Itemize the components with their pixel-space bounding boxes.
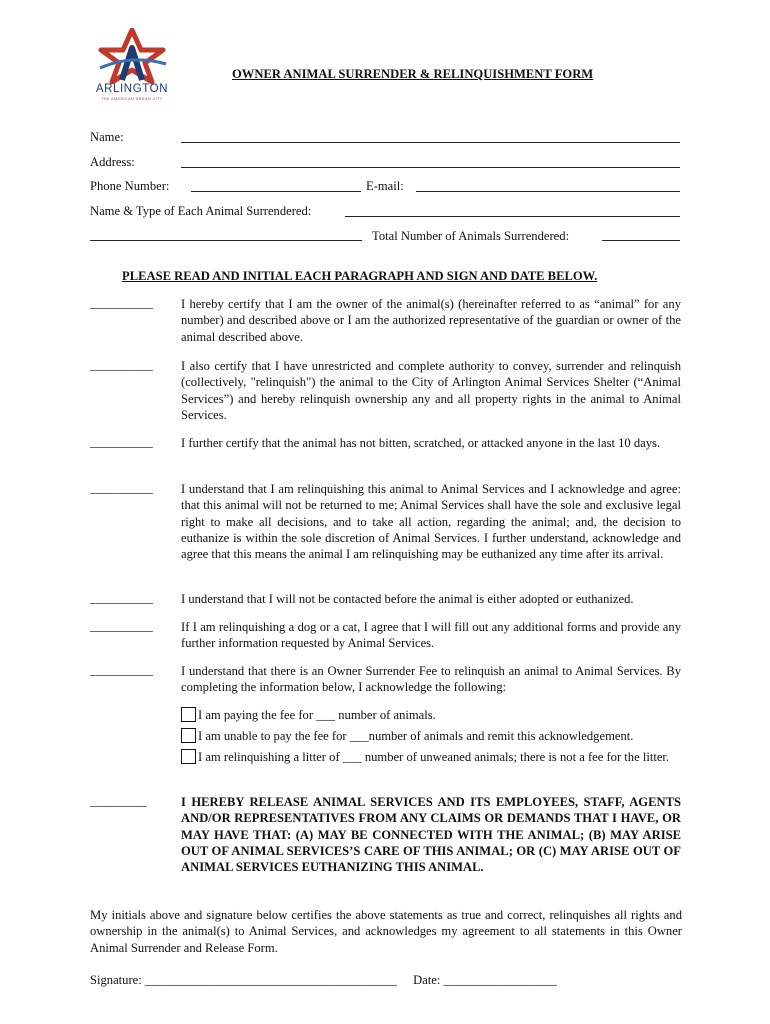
option-label: I am unable to pay the fee for ___number of animals and remit this acknowledgement. xyxy=(198,729,634,743)
initial-blank-7[interactable]: __________ xyxy=(90,663,153,677)
litter-checkbox[interactable] xyxy=(181,749,196,764)
option-label: I am paying the fee for ___ number of animals. xyxy=(198,708,436,722)
email-field[interactable] xyxy=(416,191,680,192)
unable-to-pay-checkbox[interactable] xyxy=(181,728,196,743)
email-label: E-mail: xyxy=(366,179,404,193)
option-unable-to-pay xyxy=(181,728,681,744)
instructions-heading: PLEASE READ AND INITIAL EACH PARAGRAPH AND SIGN AND DATE BELOW. xyxy=(122,269,598,283)
animals-field-continued[interactable] xyxy=(90,240,362,241)
total-label: Total Number of Animals Surrendered: xyxy=(372,229,570,243)
address-field[interactable] xyxy=(181,167,680,168)
initial-blank-6[interactable]: __________ xyxy=(90,619,153,633)
phone-field[interactable] xyxy=(191,191,361,192)
paying-fee-checkbox[interactable] xyxy=(181,707,196,722)
name-field[interactable] xyxy=(181,142,680,143)
arlington-logo xyxy=(86,28,178,104)
animals-label: Name & Type of Each Animal Surrendered: xyxy=(90,204,312,218)
star-logo-icon xyxy=(86,28,178,84)
initial-blank-3[interactable]: __________ xyxy=(90,435,153,449)
initial-blank-2[interactable]: __________ xyxy=(90,358,153,372)
release-statement: I HEREBY RELEASE ANIMAL SERVICES AND ITS EMPLOYEES, STAFF, AGENTS AND/OR REPRESENTATIVES FROM ANY CLAIMS OR DEMANDS THAT I HAVE, OR MAY HAVE THAT: (A) MAY BE CONNECTED WITH THE ANIMAL; (B) MAY ARISE OUT OF ANIMAL SERVICES’S CARE OF THIS ANIMAL; OR (C) MAY ARISE OUT OF ANIMAL SERVICES EUTHANIZING THIS ANIMAL. xyxy=(181,795,681,875)
logo-wordmark: ARLINGTON xyxy=(95,83,169,95)
signature-field[interactable]: ________________________________________ xyxy=(144,973,397,987)
paragraph-surrender-fee: I understand that there is an Owner Surrender Fee to relinquish an animal to Animal Services. By completing the information below, I acknowledge the following: xyxy=(181,664,681,695)
phone-label: Phone Number: xyxy=(90,179,170,193)
paragraph-authority: I also certify that I have unrestricted and complete authority to convey, surrender and relinquish (collectively, "relinquish") the animal to the City of Arlington Animal Services Shelter (“Animal Services”) and hereby relinquish ownership any and all property rights in the animal to Animal Services. xyxy=(181,359,681,422)
option-paying-fee xyxy=(181,707,681,723)
paragraph-additional-forms: If I am relinquishing a dog or a cat, I agree that I will fill out any additional forms and provide any further information requested by Animal Services. xyxy=(181,620,681,651)
total-field[interactable] xyxy=(602,240,680,241)
paragraph-no-contact: I understand that I will not be contacted before the animal is either adopted or euthanized. xyxy=(181,592,634,606)
initial-blank-4[interactable]: __________ xyxy=(90,481,153,495)
logo-tagline: THE AMERICAN DREAM CITY xyxy=(101,97,163,101)
paragraph-no-bite: I further certify that the animal has not bitten, scratched, or attacked anyone in the last 10 days. xyxy=(181,436,661,450)
initial-blank-1[interactable]: __________ xyxy=(90,296,153,310)
paragraph-relinquish-terms: I understand that I am relinquishing this animal to Animal Services and I acknowledge and agree: that this animal will not be returned to me; Animal Services shall have the sole and exclusive legal right to make all decisions, and to take all action, regarding the animal; and, the decision to euthanize is within the sole discretion of Animal Services. I further understand, acknowledge and agree that this means the animal I am relinquishing may be euthanized any time after its arrival. xyxy=(181,482,681,562)
signature-row xyxy=(90,973,557,988)
address-label: Address: xyxy=(90,155,135,169)
date-label: Date: xyxy=(413,973,441,987)
name-label: Name: xyxy=(90,130,124,144)
option-label: I am relinquishing a litter of ___ number of unweaned animals; there is not a fee for the litter. xyxy=(198,750,670,764)
certification-statement: My initials above and signature below certifies the above statements as true and correct, relinquishes all rights and ownership in the animal(s) to Animal Services, and acknowledges my agreement to all statements in this Owner Animal Surrender and Release Form. xyxy=(90,908,682,955)
initial-blank-8[interactable]: _________ xyxy=(90,794,147,808)
date-field[interactable]: __________________ xyxy=(443,973,557,987)
form-title: OWNER ANIMAL SURRENDER & RELINQUISHMENT FORM xyxy=(232,67,594,81)
signature-label: Signature: xyxy=(90,973,142,987)
paragraph-owner-certification: I hereby certify that I am the owner of the animal(s) (hereinafter referred to as “animal” for any number) and described above or I am the authorized representative of the guardian or owner of the animal described above. xyxy=(181,297,681,344)
option-litter xyxy=(181,749,681,765)
initial-blank-5[interactable]: __________ xyxy=(90,591,153,605)
animals-field[interactable] xyxy=(345,216,680,217)
